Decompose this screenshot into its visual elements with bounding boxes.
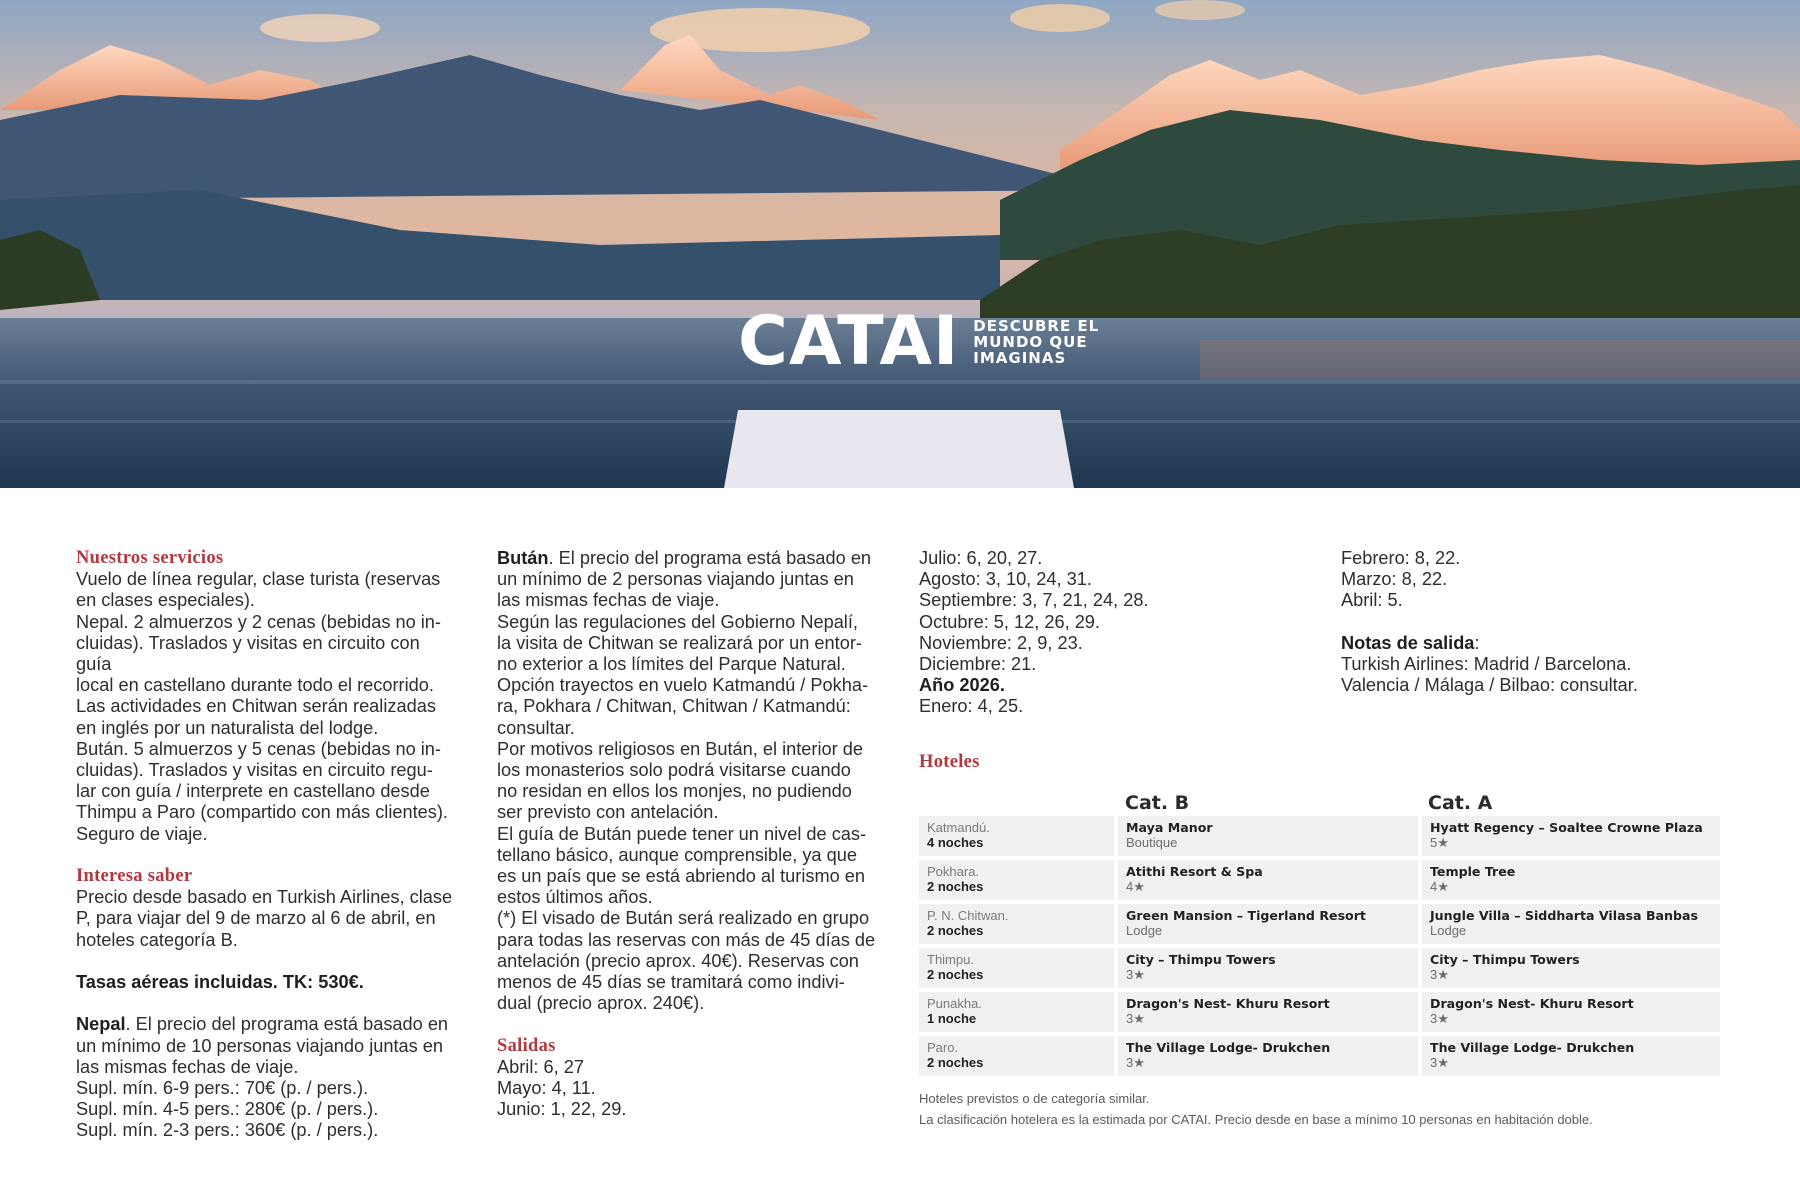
notas-title: Notas de salida	[1341, 632, 1475, 653]
text-line: un mínimo de 10 personas viajando juntas en	[76, 1035, 444, 1056]
text-line: estos últimos años.	[497, 887, 653, 908]
cat-a-cell	[1422, 904, 1720, 944]
cat-a-cell	[1422, 992, 1720, 1032]
cat-a-cell	[1422, 860, 1720, 900]
hotel-category: Boutique	[1126, 835, 1178, 850]
text-line: Valencia / Málaga / Bilbao: consultar.	[1341, 675, 1638, 696]
nights: 1 noche	[927, 1011, 977, 1026]
notas-title-line	[1341, 633, 1741, 654]
column-salidas-2026	[1341, 548, 1741, 696]
table-row	[919, 904, 1724, 944]
year-label: Año 2026.	[919, 675, 1005, 696]
text-line: en inglés por un naturalista del lodge.	[76, 717, 379, 738]
text-line: tellano básico, aunque comprensible, ya que	[497, 844, 857, 865]
text-line: las mismas fechas de viaje.	[497, 590, 720, 611]
text-line: es un país que se está abriendo al turismo en	[497, 866, 866, 887]
hotel-name: The Village Lodge- Drukchen	[1126, 1040, 1331, 1055]
text-line: cluidas). Traslados y visitas en circuito regu-	[76, 760, 433, 781]
city-cell	[919, 948, 1114, 988]
text-line: Febrero: 8, 22.	[1341, 548, 1461, 568]
nights: 4 noches	[927, 835, 984, 850]
section-title-servicios: Nuestros servicios	[76, 548, 224, 568]
hotel-category: 3★	[1430, 1055, 1449, 1070]
tagline-line: MUNDO QUE	[973, 333, 1088, 351]
text-line: Supl. mín. 2-3 pers.: 360€ (p. / pers.).	[76, 1120, 379, 1141]
hotel-name: Dragon's Nest- Khuru Resort	[1126, 996, 1330, 1011]
section-title-interesa: Interesa saber	[76, 866, 193, 887]
cat-b-cell	[1118, 816, 1418, 856]
note-line: La clasificación hotelera es la estimada por CATAI. Precio desde en base a mínimo 10 personas en habitación doble.	[919, 1112, 1593, 1127]
hotel-category: 5★	[1430, 835, 1449, 850]
text-line: un mínimo de 2 personas viajando juntas en	[497, 569, 854, 590]
brand-tagline	[973, 318, 1099, 366]
text-line: Noviembre: 2, 9, 23.	[919, 632, 1083, 653]
city-name: Paro.	[927, 1040, 959, 1055]
hotel-name: City – Thimpu Towers	[1430, 952, 1580, 967]
text-line: Opción trayectos en vuelo Katmandú / Pokha-	[497, 675, 869, 696]
section-title-hoteles: Hoteles	[919, 752, 980, 772]
city-name: Pokhara.	[927, 864, 980, 879]
tagline-line: DESCUBRE EL	[973, 317, 1100, 335]
hotel-category: 3★	[1430, 1011, 1449, 1026]
decorative-tab-shape	[724, 410, 1074, 488]
hotel-name: Temple Tree	[1430, 864, 1516, 879]
catai-logo	[738, 302, 1100, 381]
note-line: Hoteles previstos o de categoría similar.	[919, 1091, 1150, 1106]
text-line: Junio: 1, 22, 29.	[497, 1099, 627, 1120]
cat-b-cell	[1118, 992, 1418, 1032]
butan-intro-line	[497, 548, 881, 569]
text-line: P, para viajar del 9 de marzo al 6 de abril, en	[76, 908, 436, 929]
text-line: cluidas). Traslados y visitas en circuito con guía	[76, 632, 420, 675]
text-line: lar con guía / interprete en castellano desde	[76, 781, 430, 802]
nights: 2 noches	[927, 923, 984, 938]
hotel-category: Lodge	[1430, 923, 1467, 938]
table-row	[919, 860, 1724, 900]
brand-name: CATAI	[738, 302, 960, 381]
text-line: Vuelo de línea regular, clase turista (reservas	[76, 569, 441, 590]
text-line: Las actividades en Chitwan serán realizadas	[76, 696, 436, 717]
hotels-table	[919, 816, 1724, 1080]
text-line: Agosto: 3, 10, 24, 31.	[919, 569, 1092, 590]
table-row	[919, 992, 1724, 1032]
text-line: dual (precio aprox. 240€).	[497, 993, 705, 1014]
cat-a-cell	[1422, 816, 1720, 856]
notas-colon: :	[1474, 632, 1480, 653]
text-line: la visita de Chitwan se realizará por un entor-	[497, 632, 862, 653]
text-line: consultar.	[497, 717, 575, 738]
text-line: Septiembre: 3, 7, 21, 24, 28.	[919, 590, 1149, 611]
city-name: Katmandú.	[927, 820, 990, 835]
text-line: ra, Pokhara / Chitwan, Chitwan / Katmandú:	[497, 696, 851, 717]
city-name: P. N. Chitwan.	[927, 908, 1009, 923]
hotel-name: Maya Manor	[1126, 820, 1213, 835]
city-cell	[919, 904, 1114, 944]
hero-landscape-photo	[0, 0, 1800, 488]
hotel-name: Hyatt Regency – Soaltee Crowne Plaza	[1430, 820, 1703, 835]
cat-b-cell	[1118, 904, 1418, 944]
text-line: ser previsto con antelación.	[497, 802, 719, 823]
cat-a-cell	[1422, 948, 1720, 988]
tagline-line: IMAGINAS	[973, 349, 1067, 367]
header-cat-b: Cat. B	[1125, 792, 1190, 814]
text-line: Abril: 5.	[1341, 590, 1403, 611]
city-name: Thimpu.	[927, 952, 974, 967]
cat-b-cell	[1118, 948, 1418, 988]
tasas-line: Tasas aéreas incluidas. TK: 530€.	[76, 972, 364, 993]
text-line: antelación (precio aprox. 40€). Reservas con	[497, 950, 859, 971]
text-line: Nepal. 2 almuerzos y 2 cenas (bebidas no in-	[76, 611, 441, 632]
text-line: Mayo: 4, 11.	[497, 1078, 596, 1099]
text-line: local en castellano durante todo el recorrido.	[76, 675, 434, 696]
nights: 2 noches	[927, 879, 984, 894]
text-line: Turkish Airlines: Madrid / Barcelona.	[1341, 654, 1632, 674]
nights: 2 noches	[927, 967, 984, 982]
column-servicios	[76, 548, 460, 1142]
cat-b-cell	[1118, 860, 1418, 900]
text-line: Seguro de viaje.	[76, 823, 208, 844]
text-line: . El precio del programa está basado en	[125, 1014, 449, 1035]
table-row	[919, 1036, 1724, 1076]
city-name: Punakha.	[927, 996, 982, 1011]
city-cell	[919, 992, 1114, 1032]
city-cell	[919, 1036, 1114, 1076]
nepal-intro-line	[76, 1014, 460, 1035]
hotel-name: Atithi Resort & Spa	[1126, 864, 1263, 879]
hotel-category: 4★	[1430, 879, 1449, 894]
butan-label: Bután	[497, 548, 549, 568]
column-butan	[497, 548, 881, 1120]
hotel-category: Lodge	[1126, 923, 1163, 938]
text-line: no residan en ellos los monjes, no pudiendo	[497, 781, 852, 802]
table-row	[919, 816, 1724, 856]
cat-a-cell	[1422, 1036, 1720, 1076]
column-salidas-cont	[919, 548, 1299, 718]
hotel-name: The Village Lodge- Drukchen	[1430, 1040, 1635, 1055]
text-line: los monasterios solo podrá visitarse cuando	[497, 760, 851, 781]
section-title-salidas: Salidas	[497, 1035, 556, 1056]
hotel-category: 3★	[1126, 1011, 1145, 1026]
text-line: Julio: 6, 20, 27.	[919, 548, 1043, 568]
city-cell	[919, 860, 1114, 900]
text-line: Supl. mín. 6-9 pers.: 70€ (p. / pers.).	[76, 1078, 369, 1099]
text-line: Octubre: 5, 12, 26, 29.	[919, 611, 1100, 632]
text-line: El guía de Bután puede tener un nivel de cas-	[497, 823, 867, 844]
hotel-category: 3★	[1126, 967, 1145, 982]
table-row	[919, 948, 1724, 988]
hotel-category: 3★	[1126, 1055, 1145, 1070]
text-line: Abril: 6, 27	[497, 1056, 584, 1077]
hotel-category: 3★	[1430, 967, 1449, 982]
nepal-label: Nepal	[76, 1014, 126, 1035]
text-line: no exterior a los límites del Parque Natural.	[497, 654, 846, 675]
header-cat-a: Cat. A	[1428, 792, 1493, 814]
text-line: Thimpu a Paro (compartido con más clientes).	[76, 802, 448, 823]
text-line: menos de 45 días se tramitará como indivi-	[497, 972, 845, 993]
text-line: Por motivos religiosos en Bután, el interior de	[497, 738, 863, 759]
city-cell	[919, 816, 1114, 856]
hotel-category: 4★	[1126, 879, 1145, 894]
hotels-notes	[919, 1088, 1593, 1130]
text-line: Bután. 5 almuerzos y 5 cenas (bebidas no in-	[76, 738, 441, 759]
text-line: Según las regulaciones del Gobierno Nepalí,	[497, 611, 858, 632]
text-line: las mismas fechas de viaje.	[76, 1056, 299, 1077]
text-line: (*) El visado de Bután será realizado en grupo	[497, 908, 870, 929]
text-line: Marzo: 8, 22.	[1341, 569, 1448, 590]
hotel-name: City – Thimpu Towers	[1126, 952, 1276, 967]
hotel-name: Jungle Villa – Siddharta Vilasa Banbas	[1430, 908, 1699, 923]
text-line: Diciembre: 21.	[919, 654, 1037, 675]
text-line: Precio desde basado en Turkish Airlines, clase	[76, 887, 453, 908]
text-line: para todas las reservas con más de 45 días de	[497, 929, 876, 950]
cat-b-cell	[1118, 1036, 1418, 1076]
nights: 2 noches	[927, 1055, 984, 1070]
hotel-name: Dragon's Nest- Khuru Resort	[1430, 996, 1634, 1011]
hotel-name: Green Mansion – Tigerland Resort	[1126, 908, 1366, 923]
text-line: en clases especiales).	[76, 590, 255, 611]
text-line: . El precio del programa está basado en	[548, 548, 872, 568]
text-line: hoteles categoría B.	[76, 929, 238, 950]
text-line: Supl. mín. 4-5 pers.: 280€ (p. / pers.).	[76, 1099, 379, 1120]
text-line: Enero: 4, 25.	[919, 696, 1024, 717]
